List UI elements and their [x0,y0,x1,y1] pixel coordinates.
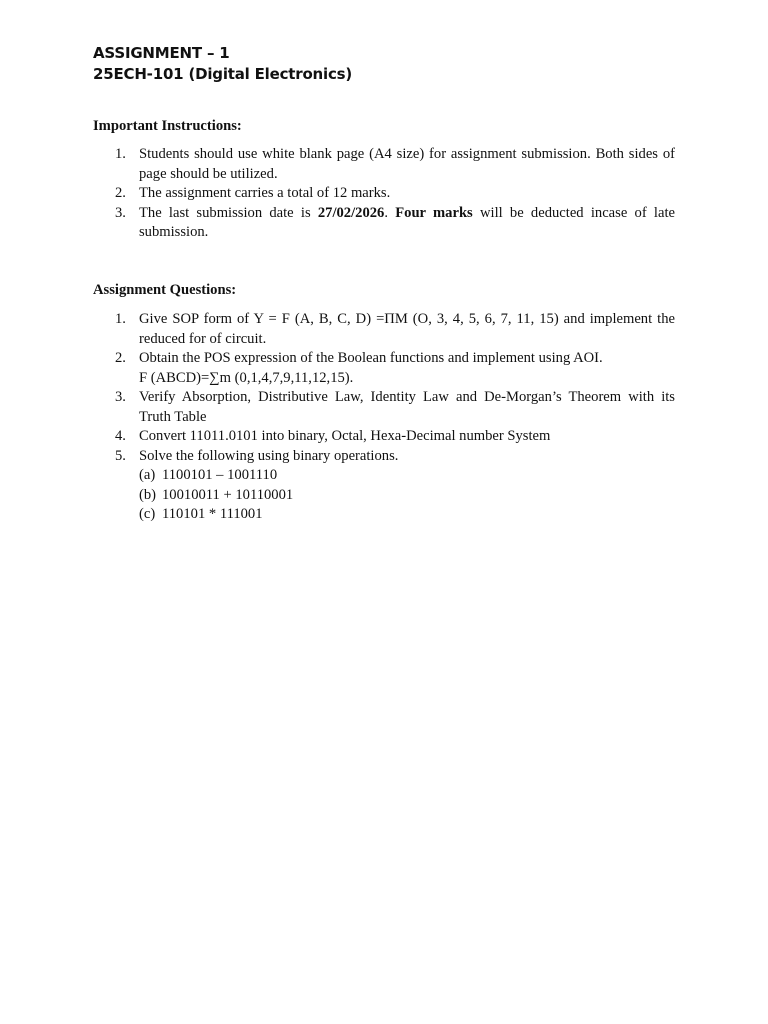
instruction-text: Students should use white blank page (A4 size) for assignment submission. Both sides of page should be utilized. [139,146,675,182]
instruction-item [115,184,675,204]
penalty-marks: Four marks [395,204,473,221]
instruction-item [115,145,675,184]
question-item [115,427,675,447]
question-item [115,447,675,525]
item-number: 3. [115,204,126,221]
instruction-text: will be deducted incase of late submission. [139,204,675,240]
subpart-label: (c) [139,506,156,522]
question-item [115,310,675,349]
instruction-text: The assignment carries a total of 12 marks. [139,185,391,201]
course-title: 25ECH-101 (Digital Electronics) [93,65,353,83]
instruction-text: The last submission date is [139,204,318,221]
question-number: 5. [115,447,126,464]
question-number: 4. [115,428,126,444]
instruction-item [115,204,675,243]
question-item [115,388,675,427]
question-number: 1. [115,311,126,327]
instructions-list [115,145,675,243]
question-number: 2. [115,350,126,366]
item-number: 2. [115,185,126,201]
subpart-label: (a) [139,467,156,483]
questions-list [115,310,675,525]
instructions-heading: Important Instructions: [93,118,242,134]
subpart-b [139,486,675,506]
assignment-title: ASSIGNMENT – 1 [93,44,230,62]
instruction-text: . [384,204,396,221]
subpart-expression: 10010011 + 10110001 [162,486,294,503]
question-text: Give SOP form of Y = F (A, B, C, D) =ΠM (O, 3, 4, 5, 6, 7, 11, 15) and implement the reduced for of circuit. [139,311,675,347]
question-text: Convert 11011.0101 into binary, Octal, Hexa-Decimal number System [139,428,551,444]
subpart-label: (b) [139,486,157,503]
title-block [93,43,352,85]
submission-date: 27/02/2026 [317,204,385,221]
question-text: Obtain the POS expression of the Boolean functions and implement using AOI. [139,350,603,366]
subpart-a [139,466,675,486]
boolean-function: F (ABCD)=∑m (0,1,4,7,9,11,12,15). [139,369,354,386]
question-item [115,349,675,388]
question-number: 3. [115,389,126,405]
question-text: Verify Absorption, Distributive Law, Identity Law and De-Morgan’s Theorem with its Truth Table [139,389,675,425]
subpart-c [139,505,675,525]
questions-heading: Assignment Questions: [93,282,237,298]
item-number: 1. [115,146,126,162]
question-text: Solve the following using binary operations. [139,447,399,464]
subpart-expression: 1100101 – 1001110 [162,467,278,483]
subpart-expression: 110101 * 111001 [162,506,263,522]
